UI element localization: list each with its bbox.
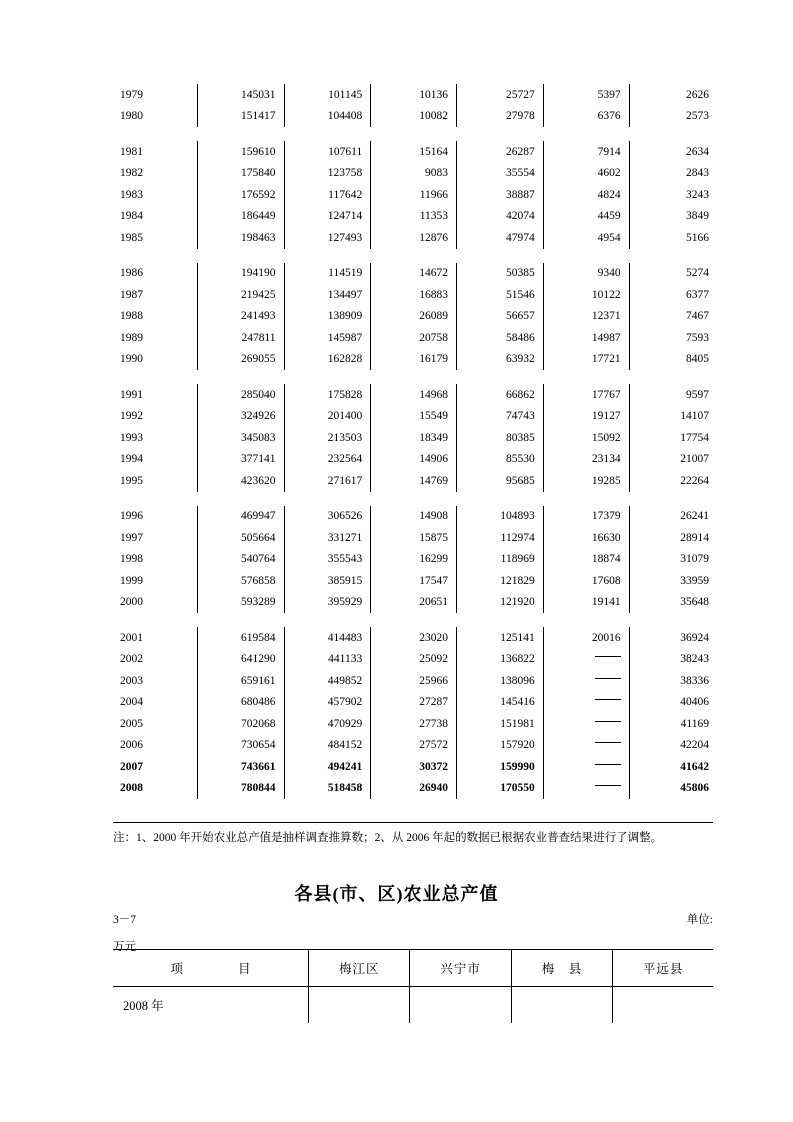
row-year: 1999 <box>113 570 197 592</box>
county-agriculture-output-table <box>113 949 713 1023</box>
row-value: 4459 <box>543 206 629 228</box>
table-row <box>113 735 713 757</box>
county-header-pingyuan: 平远县 <box>613 950 713 987</box>
row-value: 33959 <box>680 574 709 587</box>
table-row <box>113 670 713 692</box>
row-value: 14672 <box>371 263 457 285</box>
empty-value-dash <box>595 764 621 765</box>
row-value: 619584 <box>197 627 284 649</box>
row-value: 3849 <box>686 210 709 223</box>
row-value: 7914 <box>543 141 629 163</box>
table-row <box>113 778 713 800</box>
row-value: 449852 <box>284 670 371 692</box>
row-value: 107611 <box>284 141 371 163</box>
table-row <box>113 713 713 735</box>
empty-value-dash <box>595 721 621 722</box>
row-value: 3243 <box>686 188 709 201</box>
row-value: 9597 <box>686 388 709 401</box>
row-value: 659161 <box>197 670 284 692</box>
row-value: 151981 <box>457 713 544 735</box>
row-value: 35648 <box>680 596 709 609</box>
row-value: 5274 <box>686 267 709 280</box>
row-value: 118969 <box>457 549 544 571</box>
row-value: 7593 <box>686 331 709 344</box>
row-value: 18874 <box>543 549 629 571</box>
empty-value-dash <box>595 678 621 679</box>
row-year: 1996 <box>113 506 197 528</box>
row-value: 21007 <box>680 453 709 466</box>
table-row <box>113 141 713 163</box>
table-row <box>113 263 713 285</box>
table-row <box>113 406 713 428</box>
row-value: 457902 <box>284 692 371 714</box>
agriculture-output-statistics-table <box>113 84 713 799</box>
row-value: 324926 <box>197 406 284 428</box>
empty-value-dash <box>595 699 621 700</box>
row-value: 15092 <box>543 427 629 449</box>
row-value: 25727 <box>457 84 544 106</box>
row-value <box>543 756 629 778</box>
row-value: 138909 <box>284 306 371 328</box>
table-row <box>113 327 713 349</box>
row-year: 1982 <box>113 163 197 185</box>
row-value <box>543 735 629 757</box>
row-year: 2002 <box>113 649 197 671</box>
table-row <box>113 692 713 714</box>
table-group-spacer <box>113 613 713 627</box>
row-value: 175840 <box>197 163 284 185</box>
row-year: 1979 <box>113 84 197 106</box>
row-year: 2001 <box>113 627 197 649</box>
row-value: 186449 <box>197 206 284 228</box>
row-value: 42074 <box>457 206 544 228</box>
row-value: 2843 <box>686 167 709 180</box>
table-row <box>113 649 713 671</box>
county-table-row <box>113 987 713 1024</box>
table-row <box>113 84 713 106</box>
table-row <box>113 106 713 128</box>
row-year: 1993 <box>113 427 197 449</box>
table-row <box>113 384 713 406</box>
row-value <box>543 713 629 735</box>
row-value: 104893 <box>457 506 544 528</box>
table-row <box>113 306 713 328</box>
row-value: 16299 <box>371 549 457 571</box>
row-value: 213503 <box>284 427 371 449</box>
row-value: 4602 <box>543 163 629 185</box>
row-value: 355543 <box>284 549 371 571</box>
row-year: 1994 <box>113 449 197 471</box>
row-value: 159610 <box>197 141 284 163</box>
row-value: 101145 <box>284 84 371 106</box>
row-value: 702068 <box>197 713 284 735</box>
row-value: 423620 <box>197 470 284 492</box>
county-row-cell-meixian <box>511 987 612 1024</box>
table-row <box>113 449 713 471</box>
section-title: 各县(市、区)农业总产值 <box>294 884 499 904</box>
row-value: 23134 <box>543 449 629 471</box>
row-value: 17608 <box>543 570 629 592</box>
county-header-meixian: 梅 县 <box>511 950 612 987</box>
row-value: 271617 <box>284 470 371 492</box>
row-value: 6377 <box>686 288 709 301</box>
row-value: 159990 <box>457 756 544 778</box>
row-value: 10082 <box>371 106 457 128</box>
row-value: 2634 <box>686 145 709 158</box>
row-value: 12371 <box>543 306 629 328</box>
row-value: 17379 <box>543 506 629 528</box>
row-value: 14769 <box>371 470 457 492</box>
row-value: 15875 <box>371 527 457 549</box>
row-value: 15549 <box>371 406 457 428</box>
table-row <box>113 284 713 306</box>
row-value: 14987 <box>543 327 629 349</box>
row-value: 56657 <box>457 306 544 328</box>
unit-value: 万元 <box>113 941 136 953</box>
row-value: 730654 <box>197 735 284 757</box>
row-value: 121920 <box>457 592 544 614</box>
row-value: 5397 <box>543 84 629 106</box>
row-value: 117642 <box>284 184 371 206</box>
row-value: 18349 <box>371 427 457 449</box>
row-value: 8405 <box>686 353 709 366</box>
row-value: 151417 <box>197 106 284 128</box>
row-value: 19285 <box>543 470 629 492</box>
county-header-meijiang: 梅江区 <box>309 950 410 987</box>
row-value: 5166 <box>686 231 709 244</box>
row-value: 2573 <box>686 110 709 123</box>
row-value: 17547 <box>371 570 457 592</box>
row-value: 145031 <box>197 84 284 106</box>
row-value: 114519 <box>284 263 371 285</box>
row-value: 66862 <box>457 384 544 406</box>
row-value: 145987 <box>284 327 371 349</box>
row-value: 125141 <box>457 627 544 649</box>
row-value <box>543 649 629 671</box>
row-value: 42204 <box>680 739 709 752</box>
row-value <box>543 692 629 714</box>
row-value: 80385 <box>457 427 544 449</box>
county-row-cell-pingyuan <box>613 987 713 1024</box>
row-value: 112974 <box>457 527 544 549</box>
row-value: 162828 <box>284 349 371 371</box>
row-year: 2007 <box>113 756 197 778</box>
row-value: 10122 <box>543 284 629 306</box>
row-value: 17721 <box>543 349 629 371</box>
row-value: 518458 <box>284 778 371 800</box>
table-group-spacer <box>113 249 713 263</box>
row-value: 484152 <box>284 735 371 757</box>
empty-value-dash <box>595 656 621 657</box>
row-value: 35554 <box>457 163 544 185</box>
row-value: 414483 <box>284 627 371 649</box>
county-table-header-row <box>113 950 713 987</box>
row-value: 30372 <box>371 756 457 778</box>
row-value: 26089 <box>371 306 457 328</box>
row-value: 680486 <box>197 692 284 714</box>
county-row-cell-meijiang <box>309 987 410 1024</box>
row-value: 9340 <box>543 263 629 285</box>
row-value: 11966 <box>371 184 457 206</box>
row-value: 170550 <box>457 778 544 800</box>
row-value: 540764 <box>197 549 284 571</box>
row-year: 1988 <box>113 306 197 328</box>
table-note: 注：1、2000 年开始农业总产值是抽样调查推算数；2、从 2006 年起的数据已根据农业普查结果进行了调整。 <box>113 832 663 844</box>
row-value: 38336 <box>680 674 709 687</box>
row-year: 1991 <box>113 384 197 406</box>
row-value: 19127 <box>543 406 629 428</box>
row-value: 470929 <box>284 713 371 735</box>
row-value: 6376 <box>543 106 629 128</box>
row-value: 247811 <box>197 327 284 349</box>
row-value: 17767 <box>543 384 629 406</box>
row-value: 10136 <box>371 84 457 106</box>
row-value: 4954 <box>543 227 629 249</box>
row-value: 85530 <box>457 449 544 471</box>
row-value: 27287 <box>371 692 457 714</box>
row-value: 31079 <box>680 553 709 566</box>
county-header-item: 项 目 <box>113 950 309 987</box>
row-year: 1985 <box>113 227 197 249</box>
empty-value-dash <box>595 785 621 786</box>
table-row <box>113 570 713 592</box>
row-value: 377141 <box>197 449 284 471</box>
row-value: 494241 <box>284 756 371 778</box>
row-value: 26940 <box>371 778 457 800</box>
row-value: 26287 <box>457 141 544 163</box>
row-value: 285040 <box>197 384 284 406</box>
row-value: 14908 <box>371 506 457 528</box>
row-value: 11353 <box>371 206 457 228</box>
row-value: 232564 <box>284 449 371 471</box>
row-value: 25092 <box>371 649 457 671</box>
row-year: 1987 <box>113 284 197 306</box>
row-value: 469947 <box>197 506 284 528</box>
table-row <box>113 506 713 528</box>
row-year: 2003 <box>113 670 197 692</box>
row-year: 1990 <box>113 349 197 371</box>
row-value: 145416 <box>457 692 544 714</box>
row-value: 16630 <box>543 527 629 549</box>
row-value: 74743 <box>457 406 544 428</box>
row-value: 194190 <box>197 263 284 285</box>
row-value: 127493 <box>284 227 371 249</box>
row-year: 1998 <box>113 549 197 571</box>
row-value: 25966 <box>371 670 457 692</box>
row-value: 14968 <box>371 384 457 406</box>
row-value: 17754 <box>680 431 709 444</box>
row-year: 1992 <box>113 406 197 428</box>
row-value: 51546 <box>457 284 544 306</box>
row-value: 38887 <box>457 184 544 206</box>
row-value: 16179 <box>371 349 457 371</box>
row-value: 7467 <box>686 310 709 323</box>
row-value: 50385 <box>457 263 544 285</box>
table-group-spacer <box>113 370 713 384</box>
row-year: 2008 <box>113 778 197 800</box>
row-value: 14906 <box>371 449 457 471</box>
table-row <box>113 627 713 649</box>
row-year: 2004 <box>113 692 197 714</box>
row-value: 641290 <box>197 649 284 671</box>
row-year: 1997 <box>113 527 197 549</box>
row-value: 38243 <box>680 653 709 666</box>
row-value: 63932 <box>457 349 544 371</box>
county-row-label: 2008 年 <box>113 987 309 1024</box>
row-value: 23020 <box>371 627 457 649</box>
row-year: 2005 <box>113 713 197 735</box>
empty-value-dash <box>595 742 621 743</box>
row-value: 576858 <box>197 570 284 592</box>
row-year: 1989 <box>113 327 197 349</box>
row-value: 22264 <box>680 474 709 487</box>
row-value: 20651 <box>371 592 457 614</box>
table-row <box>113 163 713 185</box>
row-value: 134497 <box>284 284 371 306</box>
table-row <box>113 592 713 614</box>
row-year: 1995 <box>113 470 197 492</box>
row-value: 36924 <box>680 631 709 644</box>
row-value: 743661 <box>197 756 284 778</box>
row-value: 26241 <box>680 510 709 523</box>
row-year: 1984 <box>113 206 197 228</box>
table-row <box>113 470 713 492</box>
row-value: 157920 <box>457 735 544 757</box>
table-row <box>113 227 713 249</box>
row-value: 9083 <box>371 163 457 185</box>
row-value: 28914 <box>680 531 709 544</box>
county-row-cell-xingning <box>410 987 511 1024</box>
row-value: 20016 <box>543 627 629 649</box>
row-value: 2626 <box>686 88 709 101</box>
row-value: 395929 <box>284 592 371 614</box>
table-code: 3－7 <box>113 914 136 926</box>
row-value: 27572 <box>371 735 457 757</box>
row-value: 20758 <box>371 327 457 349</box>
row-value: 95685 <box>457 470 544 492</box>
row-year: 1980 <box>113 106 197 128</box>
row-value: 593289 <box>197 592 284 614</box>
table-group-spacer <box>113 127 713 141</box>
row-value: 4824 <box>543 184 629 206</box>
table-row <box>113 549 713 571</box>
row-value: 219425 <box>197 284 284 306</box>
table-row <box>113 206 713 228</box>
row-value: 124714 <box>284 206 371 228</box>
table-row <box>113 756 713 778</box>
row-value: 176592 <box>197 184 284 206</box>
row-year: 1981 <box>113 141 197 163</box>
row-value: 331271 <box>284 527 371 549</box>
row-value: 45806 <box>680 782 709 795</box>
row-value: 306526 <box>284 506 371 528</box>
row-value: 19141 <box>543 592 629 614</box>
row-year: 1983 <box>113 184 197 206</box>
table-row <box>113 527 713 549</box>
row-value: 41169 <box>680 717 709 730</box>
row-value: 47974 <box>457 227 544 249</box>
row-year: 1986 <box>113 263 197 285</box>
row-year: 2006 <box>113 735 197 757</box>
row-value: 40406 <box>680 696 709 709</box>
row-value: 780844 <box>197 778 284 800</box>
row-value: 27738 <box>371 713 457 735</box>
row-value: 345083 <box>197 427 284 449</box>
row-value: 175828 <box>284 384 371 406</box>
row-year: 2000 <box>113 592 197 614</box>
row-value: 136822 <box>457 649 544 671</box>
row-value <box>543 670 629 692</box>
row-value: 41642 <box>680 760 709 773</box>
row-value: 15164 <box>371 141 457 163</box>
row-value: 16883 <box>371 284 457 306</box>
table-row <box>113 427 713 449</box>
row-value <box>543 778 629 800</box>
row-value: 269055 <box>197 349 284 371</box>
row-value: 123758 <box>284 163 371 185</box>
table-row <box>113 349 713 371</box>
row-value: 385915 <box>284 570 371 592</box>
row-value: 198463 <box>197 227 284 249</box>
table-group-spacer <box>113 492 713 506</box>
row-value: 14107 <box>680 410 709 423</box>
row-value: 104408 <box>284 106 371 128</box>
row-value: 58486 <box>457 327 544 349</box>
row-value: 241493 <box>197 306 284 328</box>
row-value: 441133 <box>284 649 371 671</box>
row-value: 201400 <box>284 406 371 428</box>
row-value: 138096 <box>457 670 544 692</box>
row-value: 12876 <box>371 227 457 249</box>
county-header-xingning: 兴宁市 <box>410 950 511 987</box>
unit-label: 单位: <box>686 914 713 926</box>
row-value: 505664 <box>197 527 284 549</box>
table-bottom-rule <box>113 822 713 823</box>
row-value: 121829 <box>457 570 544 592</box>
row-value: 27978 <box>457 106 544 128</box>
table-row <box>113 184 713 206</box>
